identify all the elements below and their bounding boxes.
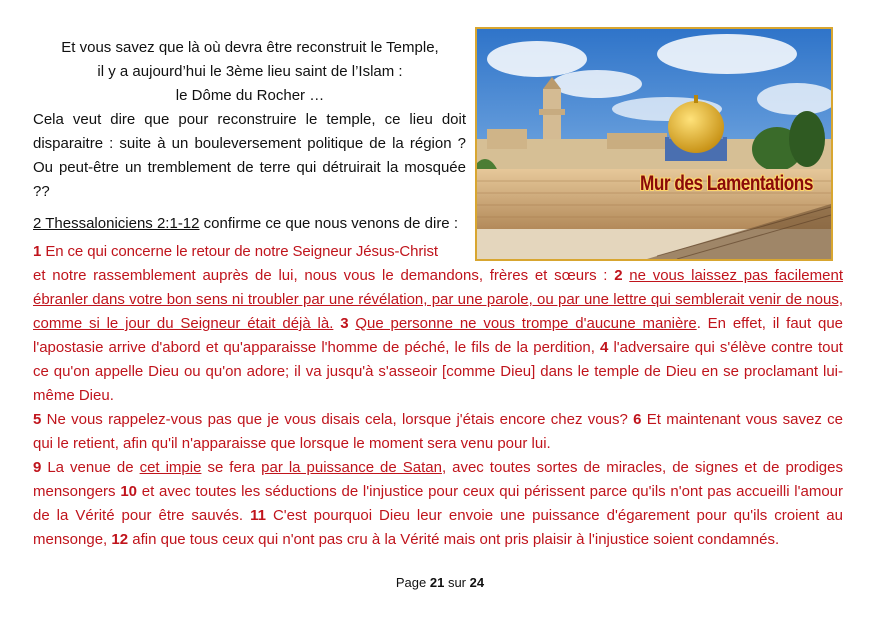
verse-number-1: 1 bbox=[33, 243, 42, 260]
verse-9-text-a: La venue de bbox=[41, 459, 140, 476]
verse-5-text: Ne vous rappelez-vous pas que je vous disais cela, lorsque j'étais encore chez vous? bbox=[41, 411, 634, 428]
verse-number-9: 9 bbox=[33, 459, 42, 476]
verse-number-12: 12 bbox=[111, 531, 129, 548]
verse-1-line bbox=[33, 240, 473, 264]
verse-9-text-b: se fera bbox=[201, 459, 262, 476]
verse-6-text: Et maintenant vous savez ce qui le retient, afin qu'il n'apparaisse que lorsque le moment sera venu pour lui. bbox=[33, 411, 844, 452]
bible-reference: 2 Thessaloniciens 2:1-12 bbox=[33, 215, 200, 232]
footer-total-pages: 24 bbox=[469, 575, 485, 590]
verse-10-text: et avec toutes les séductions de l'injustice pour ceux qui périssent parce qu'ils n'ont pas accueilli l'amour de la Vérité pour être sauvés. bbox=[33, 483, 844, 524]
verse-number-5: 5 bbox=[33, 411, 42, 428]
intro-line-2: il y a aujourd’hui le 3ème lieu saint de l’Islam : bbox=[97, 63, 403, 80]
verses-body bbox=[33, 264, 843, 552]
verse-number-4: 4 bbox=[600, 339, 609, 356]
verse-3-text: . En effet, il faut que l'apostasie arrive d'abord et qu'apparaisse l'homme de péché, le fils de la perdition, bbox=[33, 315, 844, 356]
footer-page-label: Page bbox=[395, 575, 430, 590]
verse-1-text-a: En ce qui concerne le retour de notre Seigneur Jésus-Christ bbox=[41, 243, 438, 260]
verse-11-text: C'est pourquoi Dieu leur envoie une puissance d'égarement pour qu'ils croient au mensonge, bbox=[33, 507, 843, 548]
intro-line-3: le Dôme du Rocher … bbox=[175, 87, 325, 104]
intro-centered-text bbox=[30, 36, 470, 108]
intro-paragraph: Cela veut dire que pour reconstruire le temple, ce lieu doit disparaitre : suite à un bouleversement politique de la région ? Ou peut-être un tremblement de terre qui détruirait la mosquée ?? bbox=[33, 111, 466, 200]
verse-number-2: 2 bbox=[614, 267, 623, 284]
verses-paragraph-1 bbox=[33, 264, 843, 408]
jerusalem-photo-graphic bbox=[477, 29, 831, 259]
verse-9-underlined-2: par la puissance de Satan bbox=[261, 459, 442, 476]
intro-line-1: Et vous savez que là où devra être reconstruit le Temple, bbox=[61, 39, 439, 56]
verse-number-10: 10 bbox=[120, 483, 137, 500]
verse-2-text: ne vous laissez pas facilement ébranler dans votre bon sens ni troubler par une révélation, par une parole, ou par une lettre qui semblerait venir de nous, comme si le jour du Seigneur était déjà là. bbox=[33, 267, 843, 332]
verses-paragraph-2 bbox=[33, 408, 843, 456]
wailing-wall-photo bbox=[475, 27, 833, 261]
page-footer bbox=[0, 575, 880, 590]
reference-rest: confirme ce que nous venons de dire : bbox=[199, 215, 458, 232]
verse-number-3: 3 bbox=[340, 315, 349, 332]
verse-number-11: 11 bbox=[250, 507, 266, 524]
verse-number-6: 6 bbox=[633, 411, 642, 428]
verse-3-underlined: Que personne ne vous trompe d'aucune manière bbox=[355, 315, 697, 332]
reference-line bbox=[33, 212, 473, 236]
verse-9-text-c: , avec toutes sortes de miracles, de signes et de prodiges mensongers bbox=[33, 459, 843, 500]
verse-12-text: afin que tous ceux qui n'ont pas cru à la Vérité mais ont pris plaisir à l'injustice soient condamnés. bbox=[128, 531, 780, 548]
footer-separator: sur bbox=[444, 575, 470, 590]
photo-caption: Mur des Lamentations bbox=[640, 172, 813, 195]
verse-1-text-b: et notre rassemblement auprès de lui, nous vous le demandons, frères et sœurs : bbox=[33, 267, 615, 284]
verse-9-underlined-1: cet impie bbox=[139, 459, 202, 476]
footer-current-page: 21 bbox=[429, 575, 445, 590]
verse-4-text: l'adversaire qui s'élève contre tout ce qu'on appelle Dieu ou qu'on adore; il va jusqu'à s'asseoir [comme Dieu] dans le temple de Dieu en se proclamant lui-même Dieu. bbox=[33, 339, 843, 404]
verses-paragraph-3 bbox=[33, 456, 843, 552]
